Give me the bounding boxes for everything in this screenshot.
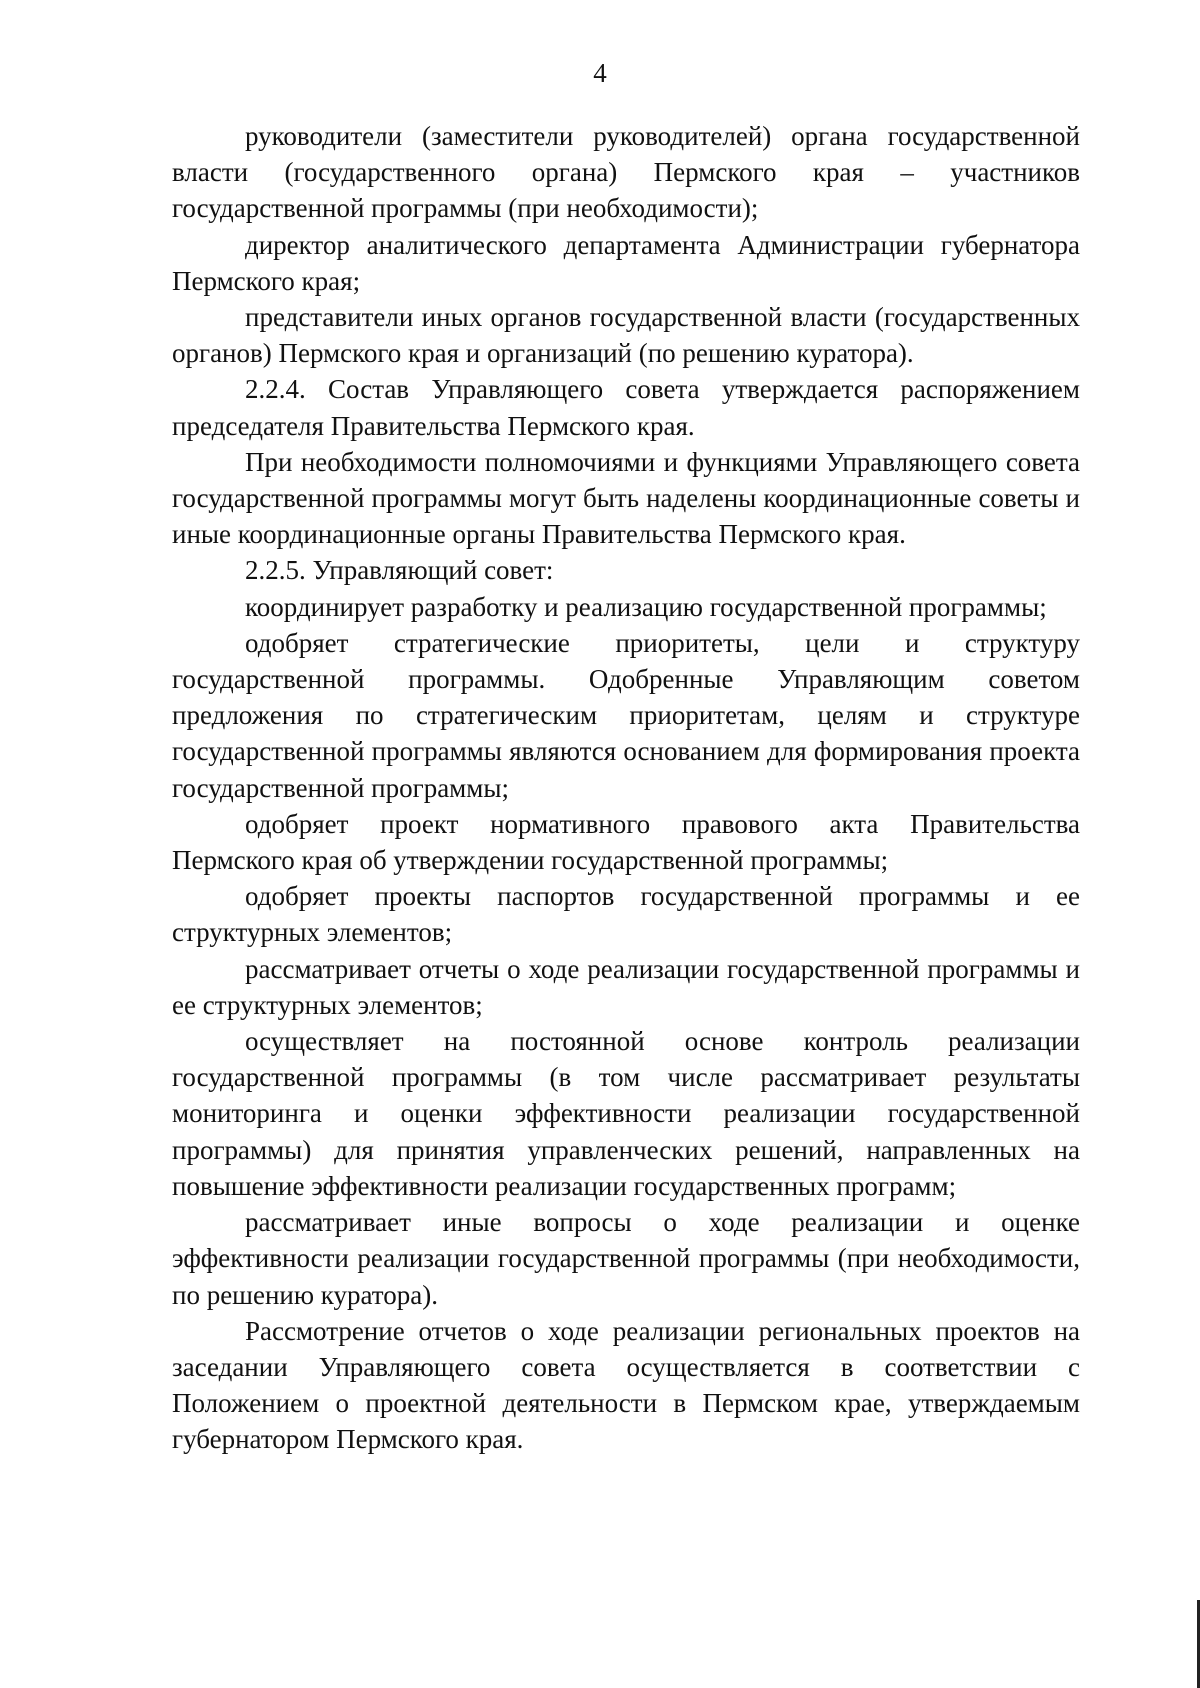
paragraph-monitoring-control: осуществляет на постоянной основе контроль реализации государственной программы (в том числе рассматривает результаты мониторинга и оценки эффективности реализации государственной программы) для принятия управленческих решений, направленных на повышение эффективности реализации государственных программ; xyxy=(172,1026,1080,1201)
page-number: 4 xyxy=(593,58,607,88)
paragraph-2-2-5: 2.2.5. Управляющий совет: xyxy=(245,555,554,586)
paragraph-other-questions: рассматривает иные вопросы о ходе реализации и оценке эффективности реализации государственной программы (при необходимости, по решению куратора). xyxy=(172,1207,1080,1310)
paragraph-2-2-4: 2.2.4. Состав Управляющего совета утверждается распоряжением председателя Правительства Пермского края. xyxy=(172,374,1080,441)
paragraph-approves-draft-act: одобряет проект нормативного правового акта Правительства Пермского края об утверждении государственной программы; xyxy=(172,808,1080,876)
paragraph-representatives: представители иных органов государственной власти (государственных органов) Пермского края и организаций (по решению куратора). xyxy=(172,302,1080,369)
paragraph-powers-delegation: При необходимости полномочиями и функциями Управляющего совета государственной программы могут быть наделены координационные советы и иные координационные органы Правительства Пермского края. xyxy=(172,446,1080,550)
paragraph-approves-priorities: одобряет стратегические приоритеты, цели и структуру государственной программы. Одобренные Управляющим советом предложения по стратегическим приоритетам, целям и структуре государственной программы являются основанием для формирования проекта государственной программы; xyxy=(172,627,1080,803)
document-body xyxy=(172,118,1080,1458)
paragraph-approves-passports: одобряет проекты паспортов государственной программы и ее структурных элементов; xyxy=(172,881,1080,948)
paragraph-reviews-reports: рассматривает отчеты о ходе реализации государственной программы и ее структурных элементов; xyxy=(172,953,1080,1020)
paragraph-leaders: руководители (заместители руководителей) органа государственной власти (государственного органа) Пермского края – участников государственной программы (при необходимости); xyxy=(172,121,1080,224)
paragraph-coordinates: координирует разработку и реализацию государственной программы; xyxy=(245,591,1047,622)
paragraph-analytics-director: директор аналитического департамента Администрации губернатора Пермского края; xyxy=(172,229,1080,296)
paragraph-regional-projects: Рассмотрение отчетов о ходе реализации региональных проектов на заседании Управляющего совета осуществляется в соответствии с Положением о проектной деятельности в Пермском крае, утверждаемым губернатором Пермского края. xyxy=(172,1315,1080,1455)
